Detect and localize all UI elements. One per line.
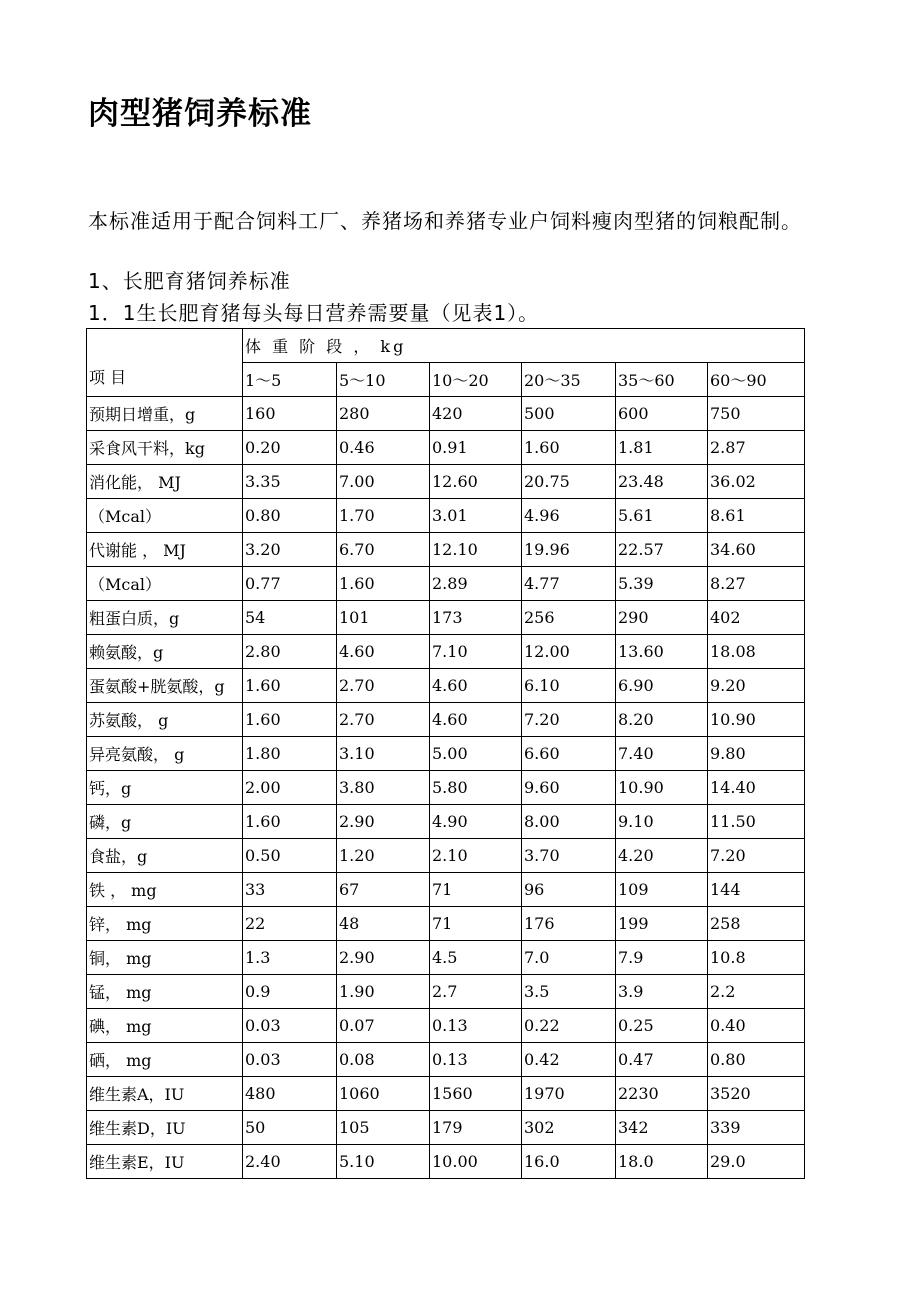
table-cell: 71 bbox=[430, 873, 522, 907]
table-cell: 1.80 bbox=[243, 737, 337, 771]
table-cell: 0.80 bbox=[708, 1043, 805, 1077]
table-cell: 2.10 bbox=[430, 839, 522, 873]
subsection-heading: 1．1生长肥育猪每头每日营养需要量（见表1）。 bbox=[88, 301, 540, 325]
table-cell: 0.46 bbox=[337, 431, 430, 465]
row-label: 维生素E，IU bbox=[87, 1145, 243, 1179]
table-cell: 8.27 bbox=[708, 567, 805, 601]
row-label: 食盐，g bbox=[87, 839, 243, 873]
table-cell: 750 bbox=[708, 397, 805, 431]
table-cell: 10.00 bbox=[430, 1145, 522, 1179]
table-cell: 0.42 bbox=[522, 1043, 616, 1077]
table-row bbox=[87, 1077, 805, 1111]
table-row bbox=[87, 1145, 805, 1179]
table-row bbox=[87, 1009, 805, 1043]
table-cell: 5.61 bbox=[616, 499, 708, 533]
table-cell: 1.60 bbox=[337, 567, 430, 601]
table-cell: 500 bbox=[522, 397, 616, 431]
table-cell: 1060 bbox=[337, 1077, 430, 1111]
stage-range-cell: 10～20 bbox=[430, 363, 522, 397]
table-cell: 4.60 bbox=[337, 635, 430, 669]
table-cell: 5.80 bbox=[430, 771, 522, 805]
row-label: 采食风干料，kg bbox=[87, 431, 243, 465]
table-row bbox=[87, 703, 805, 737]
table-row bbox=[87, 465, 805, 499]
row-label: 磷，g bbox=[87, 805, 243, 839]
table-header-row bbox=[87, 329, 805, 363]
table-cell: 34.60 bbox=[708, 533, 805, 567]
table-cell: 2.40 bbox=[243, 1145, 337, 1179]
table-cell: 1560 bbox=[430, 1077, 522, 1111]
table-cell: 7.9 bbox=[616, 941, 708, 975]
table-cell: 22 bbox=[243, 907, 337, 941]
table-cell: 302 bbox=[522, 1111, 616, 1145]
table-row bbox=[87, 873, 805, 907]
table-cell: 160 bbox=[243, 397, 337, 431]
table-row bbox=[87, 669, 805, 703]
row-label: （Mcal） bbox=[87, 567, 243, 601]
table-cell: 19.96 bbox=[522, 533, 616, 567]
table-cell: 2.70 bbox=[337, 703, 430, 737]
table-cell: 2.87 bbox=[708, 431, 805, 465]
row-label: （Mcal） bbox=[87, 499, 243, 533]
table-cell: 342 bbox=[616, 1111, 708, 1145]
table-cell: 7.0 bbox=[522, 941, 616, 975]
table-cell: 7.20 bbox=[522, 703, 616, 737]
table-cell: 8.20 bbox=[616, 703, 708, 737]
table-cell: 4.60 bbox=[430, 669, 522, 703]
table-cell: 256 bbox=[522, 601, 616, 635]
table-cell: 0.77 bbox=[243, 567, 337, 601]
table-cell: 2.80 bbox=[243, 635, 337, 669]
table-cell: 1.90 bbox=[337, 975, 430, 1009]
table-cell: 0.07 bbox=[337, 1009, 430, 1043]
table-cell: 22.57 bbox=[616, 533, 708, 567]
table-cell: 173 bbox=[430, 601, 522, 635]
table-cell: 4.60 bbox=[430, 703, 522, 737]
table-cell: 1.60 bbox=[243, 669, 337, 703]
table-cell: 1970 bbox=[522, 1077, 616, 1111]
table-cell: 0.22 bbox=[522, 1009, 616, 1043]
table-cell: 290 bbox=[616, 601, 708, 635]
table-cell: 7.20 bbox=[708, 839, 805, 873]
table-cell: 3.10 bbox=[337, 737, 430, 771]
table-cell: 29.0 bbox=[708, 1145, 805, 1179]
table-cell: 18.08 bbox=[708, 635, 805, 669]
table-cell: 258 bbox=[708, 907, 805, 941]
table-cell: 9.10 bbox=[616, 805, 708, 839]
table-cell: 176 bbox=[522, 907, 616, 941]
row-label: 维生素D，IU bbox=[87, 1111, 243, 1145]
row-label: 碘， mg bbox=[87, 1009, 243, 1043]
table-cell: 4.96 bbox=[522, 499, 616, 533]
table-cell: 67 bbox=[337, 873, 430, 907]
table-cell: 3.70 bbox=[522, 839, 616, 873]
table-cell: 7.40 bbox=[616, 737, 708, 771]
table-cell: 3.20 bbox=[243, 533, 337, 567]
table-cell: 12.60 bbox=[430, 465, 522, 499]
table-cell: 13.60 bbox=[616, 635, 708, 669]
table-cell: 2.2 bbox=[708, 975, 805, 1009]
table-cell: 48 bbox=[337, 907, 430, 941]
table-cell: 199 bbox=[616, 907, 708, 941]
table-cell: 9.20 bbox=[708, 669, 805, 703]
table-cell: 2.90 bbox=[337, 805, 430, 839]
row-label: 赖氨酸，g bbox=[87, 635, 243, 669]
table-row bbox=[87, 601, 805, 635]
table-cell: 5.00 bbox=[430, 737, 522, 771]
table-cell: 9.80 bbox=[708, 737, 805, 771]
table-cell: 71 bbox=[430, 907, 522, 941]
table-cell: 1.3 bbox=[243, 941, 337, 975]
stage-range-cell: 35～60 bbox=[616, 363, 708, 397]
table-cell: 4.90 bbox=[430, 805, 522, 839]
table-cell: 4.77 bbox=[522, 567, 616, 601]
table-cell: 0.13 bbox=[430, 1043, 522, 1077]
row-label: 锌， mg bbox=[87, 907, 243, 941]
table-cell: 3.9 bbox=[616, 975, 708, 1009]
section-heading: 1、长肥育猪饲养标准 bbox=[88, 269, 291, 293]
table-cell: 0.03 bbox=[243, 1043, 337, 1077]
table-cell: 2.7 bbox=[430, 975, 522, 1009]
table-row bbox=[87, 941, 805, 975]
table-cell: 420 bbox=[430, 397, 522, 431]
table-row bbox=[87, 567, 805, 601]
page-title: 肉型猪饲养标准 bbox=[88, 96, 312, 132]
table-cell: 33 bbox=[243, 873, 337, 907]
table-cell: 1.20 bbox=[337, 839, 430, 873]
table-cell: 14.40 bbox=[708, 771, 805, 805]
row-label: 铁 ， mg bbox=[87, 873, 243, 907]
table-cell: 339 bbox=[708, 1111, 805, 1145]
table-cell: 3.35 bbox=[243, 465, 337, 499]
table-cell: 0.50 bbox=[243, 839, 337, 873]
table-cell: 18.0 bbox=[616, 1145, 708, 1179]
table-row bbox=[87, 397, 805, 431]
table-cell: 0.25 bbox=[616, 1009, 708, 1043]
table-cell: 1.60 bbox=[243, 805, 337, 839]
table-cell: 3520 bbox=[708, 1077, 805, 1111]
table-cell: 11.50 bbox=[708, 805, 805, 839]
table-cell: 5.39 bbox=[616, 567, 708, 601]
table-cell: 0.08 bbox=[337, 1043, 430, 1077]
table-cell: 3.5 bbox=[522, 975, 616, 1009]
table-cell: 105 bbox=[337, 1111, 430, 1145]
table-cell: 7.00 bbox=[337, 465, 430, 499]
table-row bbox=[87, 499, 805, 533]
table-cell: 10.8 bbox=[708, 941, 805, 975]
intro-paragraph: 本标准适用于配合饲料工厂、养猪场和养猪专业户饲料瘦肉型猪的饲粮配制。 bbox=[88, 209, 802, 233]
table-cell: 0.80 bbox=[243, 499, 337, 533]
row-label: 锰， mg bbox=[87, 975, 243, 1009]
table-cell: 6.60 bbox=[522, 737, 616, 771]
table-cell: 179 bbox=[430, 1111, 522, 1145]
table-row bbox=[87, 635, 805, 669]
table-cell: 2.00 bbox=[243, 771, 337, 805]
table-cell: 1.60 bbox=[243, 703, 337, 737]
table-cell: 5.10 bbox=[337, 1145, 430, 1179]
table-cell: 2.90 bbox=[337, 941, 430, 975]
table-cell: 0.91 bbox=[430, 431, 522, 465]
table-cell: 0.03 bbox=[243, 1009, 337, 1043]
table-cell: 3.01 bbox=[430, 499, 522, 533]
table-cell: 109 bbox=[616, 873, 708, 907]
table-cell: 1.81 bbox=[616, 431, 708, 465]
table-cell: 3.80 bbox=[337, 771, 430, 805]
table-cell: 2230 bbox=[616, 1077, 708, 1111]
table-cell: 0.13 bbox=[430, 1009, 522, 1043]
table-cell: 6.70 bbox=[337, 533, 430, 567]
row-label: 蛋氨酸+胱氨酸，g bbox=[87, 669, 243, 703]
weight-stage-header: 体 重 阶 段 ， kg bbox=[243, 329, 805, 363]
table-cell: 12.00 bbox=[522, 635, 616, 669]
row-label: 消化能， MJ bbox=[87, 465, 243, 499]
table-cell: 2.89 bbox=[430, 567, 522, 601]
stage-range-cell: 5～10 bbox=[337, 363, 430, 397]
row-label: 苏氨酸， g bbox=[87, 703, 243, 737]
row-label: 异亮氨酸， g bbox=[87, 737, 243, 771]
table-cell: 0.47 bbox=[616, 1043, 708, 1077]
table-cell: 8.00 bbox=[522, 805, 616, 839]
row-label: 代谢能 ， MJ bbox=[87, 533, 243, 567]
table-row bbox=[87, 771, 805, 805]
table-row bbox=[87, 1111, 805, 1145]
table-cell: 8.61 bbox=[708, 499, 805, 533]
table-cell: 16.0 bbox=[522, 1145, 616, 1179]
table-cell: 0.9 bbox=[243, 975, 337, 1009]
row-label: 硒， mg bbox=[87, 1043, 243, 1077]
table-row bbox=[87, 975, 805, 1009]
table-cell: 6.90 bbox=[616, 669, 708, 703]
nutrient-table bbox=[86, 328, 805, 1179]
table-cell: 12.10 bbox=[430, 533, 522, 567]
table-cell: 96 bbox=[522, 873, 616, 907]
table-cell: 54 bbox=[243, 601, 337, 635]
table-row bbox=[87, 533, 805, 567]
table-cell: 480 bbox=[243, 1077, 337, 1111]
table-cell: 50 bbox=[243, 1111, 337, 1145]
row-label: 维生素A，IU bbox=[87, 1077, 243, 1111]
table-cell: 144 bbox=[708, 873, 805, 907]
table-cell: 6.10 bbox=[522, 669, 616, 703]
row-label: 铜， mg bbox=[87, 941, 243, 975]
table-cell: 9.60 bbox=[522, 771, 616, 805]
table-cell: 4.20 bbox=[616, 839, 708, 873]
table-cell: 101 bbox=[337, 601, 430, 635]
stage-range-cell: 60～90 bbox=[708, 363, 805, 397]
table-row bbox=[87, 805, 805, 839]
table-row bbox=[87, 1043, 805, 1077]
table-cell: 2.70 bbox=[337, 669, 430, 703]
table-row bbox=[87, 431, 805, 465]
table-cell: 0.40 bbox=[708, 1009, 805, 1043]
table-cell: 1.60 bbox=[522, 431, 616, 465]
table-cell: 7.10 bbox=[430, 635, 522, 669]
table-cell: 10.90 bbox=[616, 771, 708, 805]
table-cell: 600 bbox=[616, 397, 708, 431]
table-cell: 10.90 bbox=[708, 703, 805, 737]
table-cell: 402 bbox=[708, 601, 805, 635]
table-cell: 4.5 bbox=[430, 941, 522, 975]
row-label: 钙，g bbox=[87, 771, 243, 805]
table-cell: 36.02 bbox=[708, 465, 805, 499]
table-cell: 0.20 bbox=[243, 431, 337, 465]
table-cell: 280 bbox=[337, 397, 430, 431]
stage-range-cell: 1～5 bbox=[243, 363, 337, 397]
row-label: 粗蛋白质，g bbox=[87, 601, 243, 635]
stage-range-cell: 20～35 bbox=[522, 363, 616, 397]
item-column-header: 项 目 bbox=[87, 329, 243, 397]
row-label: 预期日增重，g bbox=[87, 397, 243, 431]
table-cell: 23.48 bbox=[616, 465, 708, 499]
table-cell: 20.75 bbox=[522, 465, 616, 499]
table-row bbox=[87, 737, 805, 771]
table-body bbox=[87, 397, 805, 1179]
table-row bbox=[87, 907, 805, 941]
table-row bbox=[87, 839, 805, 873]
table-cell: 1.70 bbox=[337, 499, 430, 533]
